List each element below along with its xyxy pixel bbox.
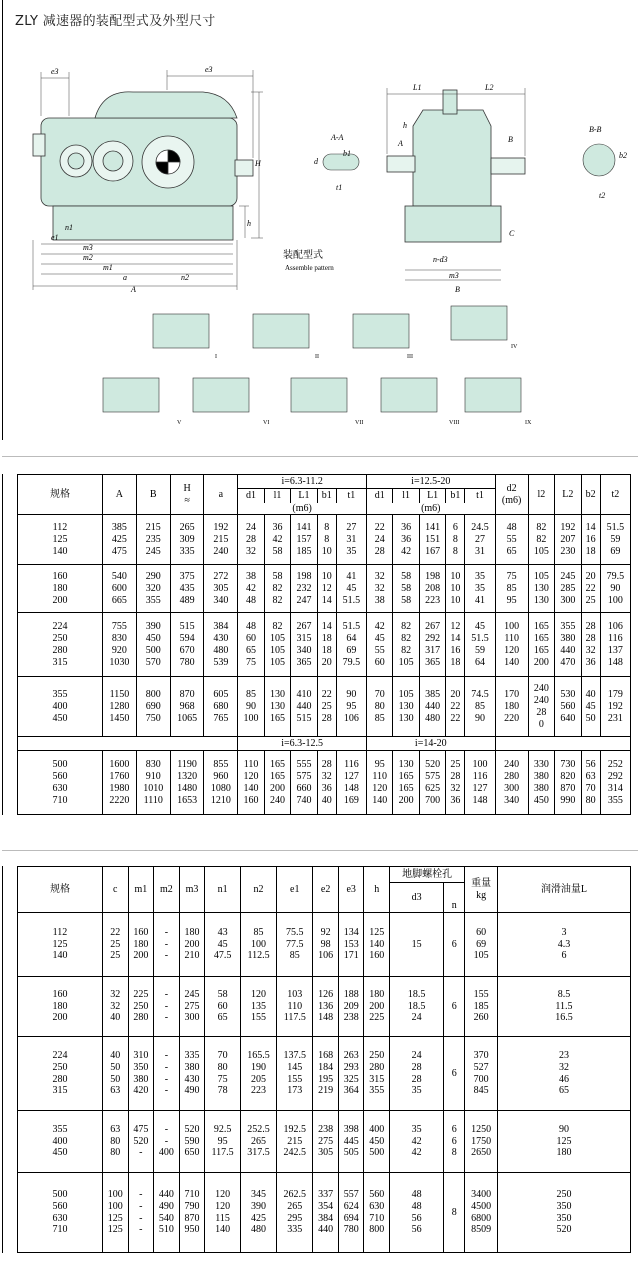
svg-text:III: III [407,354,413,360]
table-cell: 215 235 245 [136,515,170,565]
table-cell: 6 [444,1037,465,1111]
header-A: A [103,475,137,515]
table-cell: 85 100 112.5 [240,913,276,977]
table-cell: 262.5 265 295 335 [277,1173,313,1253]
header-ratio-1: i=6.3-11.2 [238,475,367,489]
table-cell: 290 320 355 [136,565,170,613]
table-cell: 870 968 1065 [170,677,204,737]
table-cell: 60 69 105 [465,913,498,977]
table-cell: 180 200 225 [364,977,390,1037]
table-cell: 170 180 220 [495,677,528,737]
table-cell: 520 575 625 700 [419,751,445,815]
reducer-drawing [3,30,639,440]
svg-text:L1: L1 [413,83,422,92]
table-cell: 3400 4500 6800 8509 [465,1173,498,1253]
assemble-cn: 装配型式 [283,250,323,261]
header-l2: l2 [528,475,554,515]
header-m6: (m6) [238,503,367,515]
table-cell: 75.5 77.5 85 [277,913,313,977]
svg-text:n-d3: n-d3 [433,255,448,264]
table-cell: 557 624 694 780 [338,1173,364,1253]
table-cell: 245 285 300 [555,565,581,613]
header-l1-b: l1 [393,489,419,503]
table-cell: 85 90 100 [238,677,264,737]
svg-text:e3: e3 [51,67,59,76]
table-cell: 24.5 27 31 [465,515,495,565]
table-cell: 20 22 22 [446,677,465,737]
table-cell: 252.5 265 317.5 [240,1111,276,1173]
svg-text:VIII: VIII [449,420,460,426]
table-cell: 400 450 500 [364,1111,390,1173]
header-c: c [103,867,129,913]
table-cell: 15 [390,913,444,977]
table-cell: 250 280 315 355 [364,1037,390,1111]
table-cell: 1250 1750 2650 [465,1111,498,1173]
svg-text:m2: m2 [83,253,93,262]
svg-text:h: h [403,121,407,130]
table-cell: 238 275 305 [313,1111,339,1173]
table-cell: 398 445 505 [338,1111,364,1173]
table-cell: 198 208 223 [419,565,445,613]
table-cell: 28 28 32 36 [581,613,600,677]
table-cell: - - - [154,977,180,1037]
table-cell: 141 151 167 [419,515,445,565]
table-cell: 710 790 870 950 [179,1173,205,1253]
table-cell: 12 14 16 18 [446,613,465,677]
svg-text:a: a [123,273,127,282]
header-e3: e3 [338,867,364,913]
header-n: n [444,883,465,913]
svg-text:B: B [455,285,460,294]
table-row-group [18,613,631,677]
table-cell: 125 140 160 [364,913,390,977]
header-L1-b: L1 [419,489,445,503]
table-cell: 800 690 750 [136,677,170,737]
table-cell: 100 116 127 148 [465,751,495,815]
header-b1: b1 [317,489,336,503]
table-cell: 330 380 380 450 [528,751,554,815]
table-cell: 22 25 25 [103,913,129,977]
table-cell: 58 60 65 [205,977,241,1037]
table-cell: 188 209 238 [338,977,364,1037]
table-cell: 855 960 1080 1210 [204,751,238,815]
header-ratio-2: i=12.5-20 [366,475,495,489]
header-t1: t1 [336,489,366,503]
svg-text:b1: b1 [343,149,351,158]
table-cell: 20 22 25 [581,565,600,613]
table-cell [495,737,630,751]
svg-text:B: B [508,135,513,144]
table-cell: 540 600 665 [103,565,137,613]
table-cell: 160 180 200 [18,565,103,613]
page-title: ZLY 减速器的装配型式及外型尺寸 [15,14,216,29]
table-cell: 42 45 55 60 [366,613,392,677]
assembly-drawing-section [2,0,639,440]
table-cell: 252 292 314 355 [600,751,630,815]
svg-text:A: A [131,285,136,294]
svg-text:m3: m3 [449,271,459,280]
header-d2: d2 (m6) [495,475,528,515]
table-cell: 35 35 41 [465,565,495,613]
svg-text:d: d [314,157,318,166]
table-cell: 35 42 42 [390,1111,444,1173]
table-cell: 530 560 640 [555,677,581,737]
table-cell: 51.5 59 69 [600,515,630,565]
table-cell: 192 215 240 [204,515,238,565]
table-cell [18,737,238,751]
table-cell: 8.5 11.5 16.5 [498,977,631,1037]
table-cell: 14 18 18 20 [317,613,336,677]
table-cell: 116 127 148 169 [336,751,366,815]
table-cell: 103 110 117.5 [277,977,313,1037]
table-cell: 179 192 231 [600,677,630,737]
svg-text:II: II [315,354,319,360]
table-cell: 224 250 280 315 [18,1037,103,1111]
table-cell: 192.5 215 242.5 [277,1111,313,1173]
svg-text:C: C [509,229,515,238]
table-row-group [18,913,631,977]
table-cell: 95 110 120 140 [366,751,392,815]
table-cell: 310 350 380 420 [128,1037,154,1111]
table-cell: 105 130 130 [528,565,554,613]
table-cell: 45 51.5 59 64 [465,613,495,677]
table-cell: 370 527 700 845 [465,1037,498,1111]
svg-text:t1: t1 [336,183,343,192]
table-cell: 14 16 18 [581,515,600,565]
svg-text:VI: VI [263,420,270,426]
table-cell: 22 25 28 [317,677,336,737]
table-row-group [18,1037,631,1111]
header-m2: m2 [154,867,180,913]
svg-text:m1: m1 [103,263,113,272]
table-cell: 755 830 920 1030 [103,613,137,677]
table-cell: 43 45 47.5 [205,913,241,977]
table-cell: 160 180 200 [128,913,154,977]
table-cell: 120 135 155 [240,977,276,1037]
table-cell: 82 82 105 [528,515,554,565]
table-cell: 10 12 14 [317,565,336,613]
header-l1: l1 [264,489,290,503]
table-cell: 10 10 10 [446,565,465,613]
table-cell: 272 305 340 [204,565,238,613]
table-cell: 560 630 710 800 [364,1173,390,1253]
header-L1: L1 [291,489,317,503]
svg-text:n2: n2 [181,273,189,282]
table-cell: 6 6 8 [444,1111,465,1173]
table-cell: 475 520 - [128,1111,154,1173]
table-cell: 440 490 540 510 [154,1173,180,1253]
table-cell: 82 82 82 105 [393,613,419,677]
header-b1-b: b1 [446,489,465,503]
header-m1: m1 [128,867,154,913]
table-cell: 1190 1320 1480 1653 [170,751,204,815]
table-cell: 8 [444,1173,465,1253]
table-cell: 51.5 64 69 79.5 [336,613,366,677]
table-cell: 192 207 230 [555,515,581,565]
table-cell: 130 130 165 [264,677,290,737]
table-cell: 165.5 190 205 223 [240,1037,276,1111]
assemble-en: Assemble pattern [285,264,334,272]
svg-text:m3: m3 [83,243,93,252]
section-divider-2 [2,850,638,851]
table-cell: 79.5 90 100 [600,565,630,613]
table-cell: 500 560 630 710 [18,751,103,815]
table-cell: 32 32 40 [103,977,129,1037]
table-cell: 48 60 65 75 [238,613,264,677]
table-cell: 240 280 300 340 [495,751,528,815]
table-cell: 1150 1280 1450 [103,677,137,737]
svg-text:b2: b2 [619,151,627,160]
table-cell: 267 315 340 365 [291,613,317,677]
svg-text:A-A: A-A [331,133,344,142]
table-cell: 27 31 35 [336,515,366,565]
table-cell: 3 4.3 6 [498,913,631,977]
table-cell: 24 28 32 [238,515,264,565]
table-row-group [18,677,631,737]
table-cell: 355 380 440 470 [555,613,581,677]
table-cell: 265 309 335 [170,515,204,565]
header-L2: L2 [555,475,581,515]
table-cell: 120 120 115 140 [205,1173,241,1253]
table-cell: 90 95 106 [336,677,366,737]
table-cell: 165 165 165 200 [528,613,554,677]
table-cell: 112 125 140 [18,913,103,977]
table-row-group [18,565,631,613]
table-cell: 92 98 106 [313,913,339,977]
svg-text:B-B: B-B [589,125,602,134]
table-cell: 355 400 450 [18,677,103,737]
svg-text:e3: e3 [205,65,213,74]
table-cell: 267 292 317 365 [419,613,445,677]
ratio-row [18,737,631,751]
table-cell: 385 440 480 [419,677,445,737]
table-cell: 70 80 85 [366,677,392,737]
table-cell: 58 58 58 [393,565,419,613]
table-cell: 22 24 28 [366,515,392,565]
header-spec: 规格 [18,867,103,913]
header-B: B [136,475,170,515]
svg-text:A: A [398,139,403,148]
table-cell: 384 430 480 539 [204,613,238,677]
table-cell: 605 680 765 [204,677,238,737]
table-cell: 168 184 195 219 [313,1037,339,1111]
table-cell: 36 36 42 [393,515,419,565]
table-cell: 141 157 185 [291,515,317,565]
table-cell: 40 50 50 63 [103,1037,129,1111]
table-cell: 165 165 200 240 [264,751,290,815]
svg-text:h: h [247,219,251,228]
svg-text:IV: IV [511,344,518,350]
header-spec: 规格 [18,475,103,515]
table-cell: 134 153 171 [338,913,364,977]
table-cell: 74.5 85 90 [465,677,495,737]
table-cell: 100 100 125 125 [103,1173,129,1253]
table-cell: 390 450 500 570 [136,613,170,677]
header-weight: 重量 kg [465,867,498,913]
table-cell: 23 32 46 65 [498,1037,631,1111]
table-cell: 105 130 130 [393,677,419,737]
header-b2: b2 [581,475,600,515]
table-cell: 18.5 18.5 24 [390,977,444,1037]
table-cell: 126 136 148 [313,977,339,1037]
table-cell: 730 820 870 990 [555,751,581,815]
table-cell: 250 350 350 520 [498,1173,631,1253]
table-cell: 6 8 8 [446,515,465,565]
svg-text:e1: e1 [51,233,59,242]
table-cell: 375 435 489 [170,565,204,613]
table-cell: - - - - [154,1037,180,1111]
table-cell: 155 185 260 [465,977,498,1037]
header-H: H ≈ [170,475,204,515]
header-h: h [364,867,390,913]
table-cell: 555 575 660 740 [291,751,317,815]
table-cell: 112 125 140 [18,515,103,565]
table-cell: 520 590 650 [179,1111,205,1173]
table-cell: 130 165 165 200 [393,751,419,815]
table-cell: 500 560 630 710 [18,1173,103,1253]
table-cell: 1600 1760 1980 2220 [103,751,137,815]
table-cell: 25 28 32 36 [446,751,465,815]
header-e2: e2 [313,867,339,913]
header-d1-b: d1 [366,489,392,503]
table-cell: 225 250 280 [128,977,154,1037]
header-t1-b: t1 [465,489,495,503]
table-cell: 48 48 56 56 [390,1173,444,1253]
header-m6-b: (m6) [366,503,495,515]
table-cell: 38 42 48 [238,565,264,613]
svg-text:n1: n1 [65,223,73,232]
header-m3: m3 [179,867,205,913]
table-cell: 36 42 58 [264,515,290,565]
header-d1: d1 [238,489,264,503]
table-cell: - - 400 [154,1111,180,1173]
table-cell: 830 910 1010 1110 [136,751,170,815]
header-d3: d3 [390,883,444,913]
svg-text:t2: t2 [599,191,606,200]
table-cell: 240 240 28 0 [528,677,554,737]
header-oil: 润滑油量L [498,867,631,913]
dimension-table-1 [2,474,631,815]
table-cell: 263 293 325 364 [338,1037,364,1111]
svg-text:L2: L2 [485,83,494,92]
header-anchor: 地脚螺栓孔 [390,867,465,883]
svg-text:VII: VII [355,420,364,426]
svg-text:H: H [255,159,261,168]
table-cell: 6 [444,913,465,977]
table-cell: 100 110 120 140 [495,613,528,677]
section-divider [2,456,638,457]
table-cell: - - - - [128,1173,154,1253]
table-cell: 24 28 28 35 [390,1037,444,1111]
table-cell: 337 354 384 440 [313,1173,339,1253]
table-cell: 82 105 105 105 [264,613,290,677]
table-cell: 160 180 200 [18,977,103,1037]
table-cell: 410 440 515 [291,677,317,737]
table-row-group [18,1111,631,1173]
table-row-group [18,1173,631,1253]
table-cell: 56 63 70 80 [581,751,600,815]
table-cell: 48 55 65 [495,515,528,565]
dimension-table-2 [2,866,631,1253]
table-cell: 224 250 280 315 [18,613,103,677]
table-cell: 515 594 670 780 [170,613,204,677]
table-cell: 335 380 430 490 [179,1037,205,1111]
table-cell: 70 80 75 78 [205,1037,241,1111]
table-cell: 92.5 95 117.5 [205,1111,241,1173]
table-cell: 6 [444,977,465,1037]
header-n2: n2 [240,867,276,913]
table-row-group [18,515,631,565]
table-cell: 32 32 38 [366,565,392,613]
table-cell: 90 125 180 [498,1111,631,1173]
table-row-group [18,977,631,1037]
table-cell: 106 116 137 148 [600,613,630,677]
header-ratio-4: i=14-20 [366,737,495,751]
table-cell: 63 80 80 [103,1111,129,1173]
header-n1: n1 [205,867,241,913]
svg-text:I: I [215,354,217,360]
header-ratio-3: i=6.3-12.5 [238,737,367,751]
table-cell: 180 200 210 [179,913,205,977]
table-cell: 41 45 51.5 [336,565,366,613]
table-cell: 245 275 300 [179,977,205,1037]
table-cell: 75 85 95 [495,565,528,613]
table-cell: 110 120 140 160 [238,751,264,815]
table-cell: 385 425 475 [103,515,137,565]
table-cell: 355 400 450 [18,1111,103,1173]
table-cell: 198 232 247 [291,565,317,613]
table-cell: - - - [154,913,180,977]
header-a: a [204,475,238,515]
svg-text:IX: IX [525,420,532,426]
table-cell: 28 32 36 40 [317,751,336,815]
header-e1: e1 [277,867,313,913]
table-row-group [18,751,631,815]
table-cell: 40 45 50 [581,677,600,737]
table-cell: 137.5 145 155 173 [277,1037,313,1111]
header-t2: t2 [600,475,630,515]
svg-text:V: V [177,420,182,426]
table-cell: 58 82 82 [264,565,290,613]
table-cell: 8 8 10 [317,515,336,565]
table-cell: 345 390 425 480 [240,1173,276,1253]
